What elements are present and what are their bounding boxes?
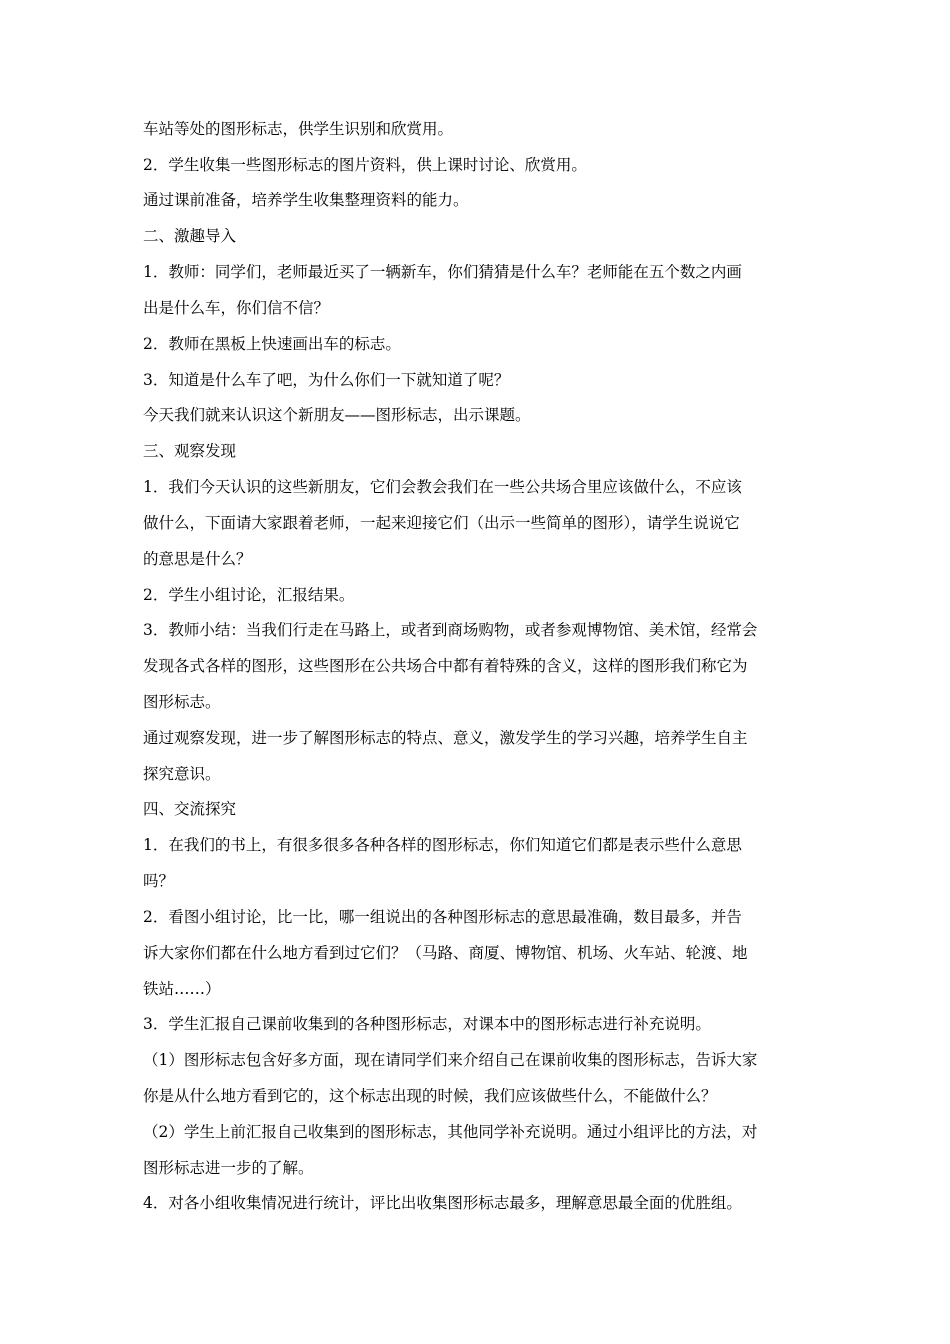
section-heading: 二、激趣导入 [143, 227, 237, 245]
section-heading: 三、观察发现 [143, 442, 237, 460]
text-line: 吗？ [143, 872, 175, 890]
section-heading: 四、交流探究 [143, 800, 237, 818]
text-line: 铁站……） [143, 980, 221, 998]
text-line: 做什么，下面请大家跟着老师，一起来迎接它们（出示一些简单的图形），请学生说说它 [143, 514, 740, 532]
text-line: 出是什么车，你们信不信？ [143, 299, 330, 317]
text-line: 1．我们今天认识的这些新朋友，它们会教会我们在一些公共场合里应该做什么，不应该 [143, 478, 742, 496]
text-line: 4．对各小组收集情况进行统计，评比出收集图形标志最多，理解意思最全面的优胜组。 [143, 1194, 742, 1212]
text-line: 车站等处的图形标志，供学生识别和欣赏用。 [143, 120, 454, 138]
text-line: 通过课前准备，培养学生收集整理资料的能力。 [143, 191, 469, 209]
text-line: 2．教师在黑板上快速画出车的标志。 [143, 335, 401, 353]
text-line: 你是从什么地方看到它的，这个标志出现的时候，我们应该做些什么，不能做什么？ [143, 1087, 717, 1105]
text-line: 的意思是什么？ [143, 550, 252, 568]
text-line: （1）图形标志包含好多方面，现在请同学们来介绍自己在课前收集的图形标志，告诉大家 [143, 1051, 758, 1069]
text-line: 今天我们就来认识这个新朋友——图形标志，出示课题。 [143, 406, 531, 424]
text-line: 图形标志进一步的了解。 [143, 1159, 314, 1177]
text-line: 1．教师：同学们，老师最近买了一辆新车，你们猜猜是什么车？老师能在五个数之内画 [143, 263, 742, 281]
text-line: 2．学生小组讨论，汇报结果。 [143, 586, 355, 604]
text-line: 诉大家你们都在什么地方看到过它们？（马路、商厦、博物馆、机场、火车站、轮渡、地 [143, 944, 748, 962]
text-line: 3．教师小结：当我们行走在马路上，或者到商场购物，或者参观博物馆、美术馆，经常会 [143, 621, 758, 639]
text-line: 图形标志。 [143, 693, 221, 711]
text-line: 2．学生收集一些图形标志的图片资料，供上课时讨论、欣赏用。 [143, 156, 587, 174]
text-line: 1．在我们的书上，有很多很多各种各样的图形标志，你们知道它们都是表示些什么意思 [143, 836, 742, 854]
text-line: （2）学生上前汇报自己收集到的图形标志，其他同学补充说明。通过小组评比的方法，对 [143, 1123, 758, 1141]
text-line: 发现各式各样的图形，这些图形在公共场合中都有着特殊的含义，这样的图形我们称它为 [143, 657, 748, 675]
text-line: 3．学生汇报自己课前收集到的各种图形标志，对课本中的图形标志进行补充说明。 [143, 1015, 711, 1033]
text-line: 3．知道是什么车了吧，为什么你们一下就知道了呢？ [143, 371, 510, 389]
text-line: 探究意识。 [143, 765, 221, 783]
text-line: 2．看图小组讨论，比一比，哪一组说出的各种图形标志的意思最准确，数目最多，并告 [143, 908, 742, 926]
text-line: 通过观察发现，进一步了解图形标志的特点、意义，激发学生的学习兴趣，培养学生自主 [143, 729, 748, 747]
